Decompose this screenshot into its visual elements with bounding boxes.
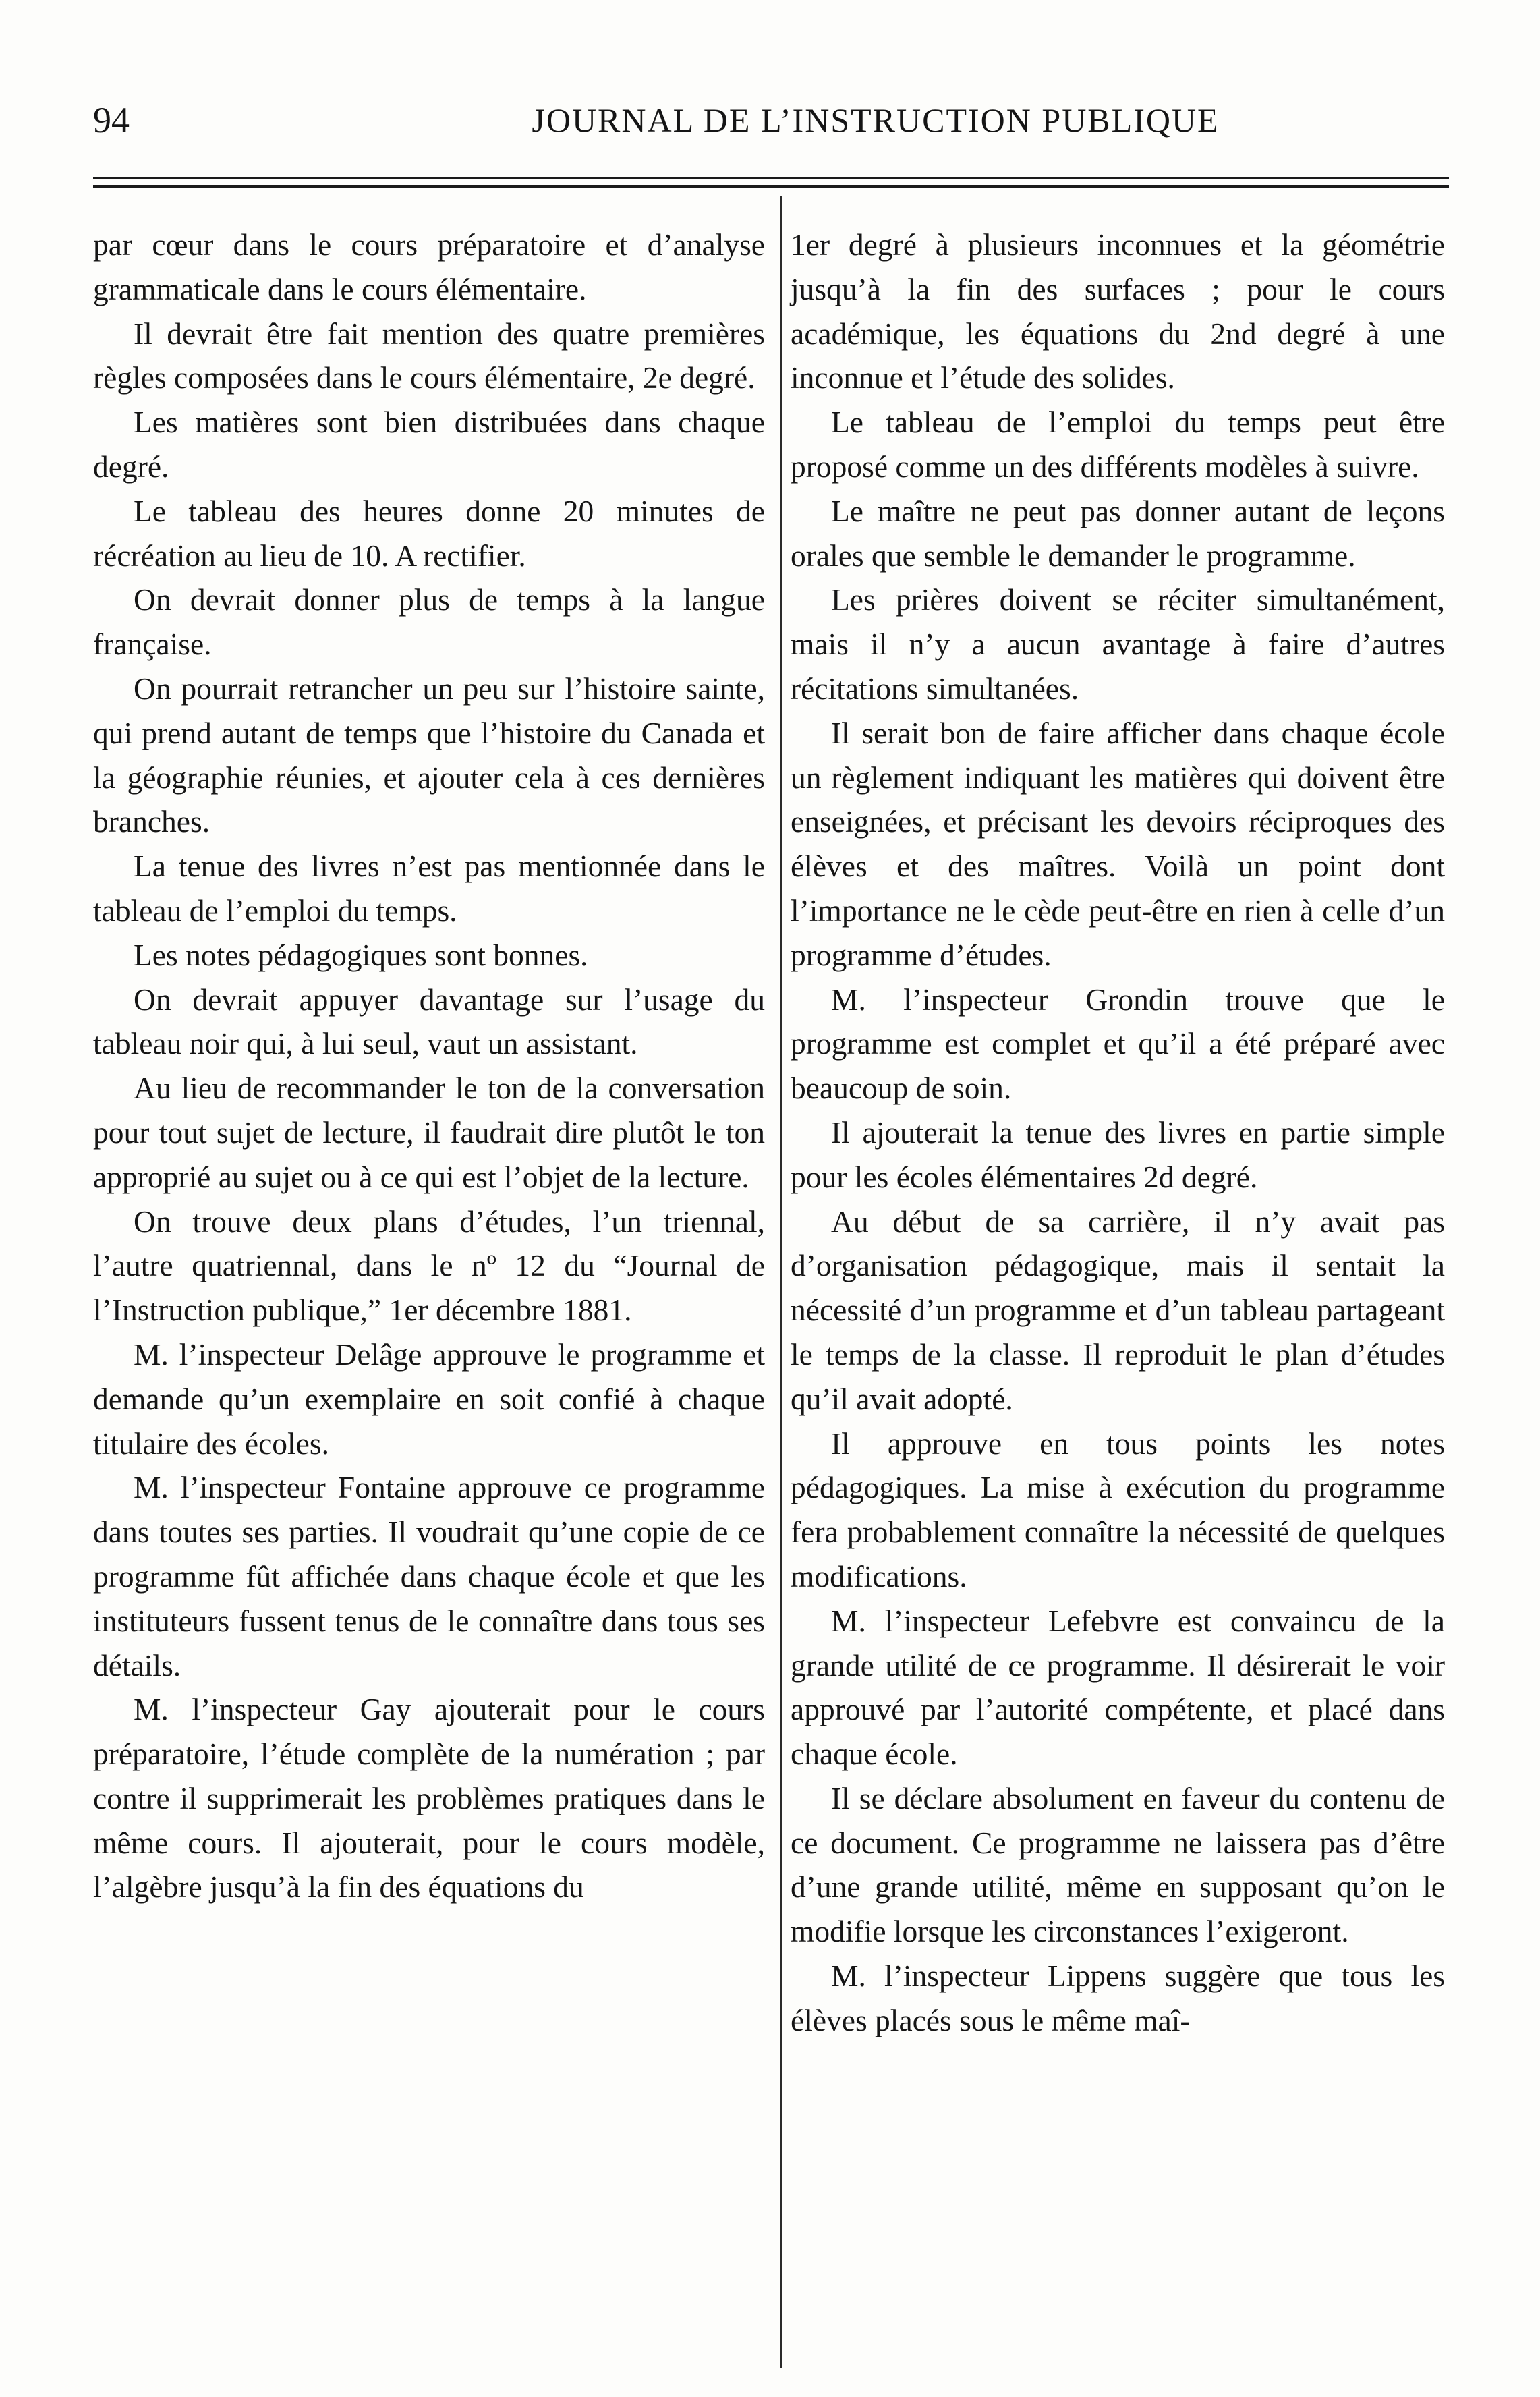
header-rule-thin (93, 177, 1449, 179)
paragraph: M. l’inspecteur Lefebvre est convaincu de la grande utilité de ce programme. Il désirerait le voir approuvé par l’autorité compétente, et placé dans chaque école. (791, 1603, 1445, 1772)
paragraph: M. l’inspecteur Gay ajouterait pour le cours préparatoire, l’étude complète de la numération ; par contre il supprimerait les problèmes pratiques dans le même cours. Il ajouterait, pour le cours modèle, l’algèbre jusqu’à la fin des équations du (93, 1692, 765, 1905)
left-column (93, 223, 765, 1909)
journal-title: JOURNAL DE L’INSTRUCTION PUBLIQUE (532, 101, 1220, 139)
page-number: 94 (93, 100, 130, 140)
paragraph: Il ajouterait la tenue des livres en partie simple pour les écoles élémentaires 2d degré. (791, 1115, 1445, 1194)
paragraph: M. l’inspecteur Fontaine approuve ce programme dans toutes ses parties. Il voudrait qu’une copie de ce programme fût affichée dans chaque école et que les instituteurs fussent tenus de le connaître dans tous ses détails. (93, 1470, 765, 1683)
paragraph: Il approuve en tous points les notes pédagogiques. La mise à exécution du programme fera probablement connaître la nécessité de quelques modifications. (791, 1426, 1445, 1594)
paragraph: Le tableau des heures donne 20 minutes de récréation au lieu de 10. A rectifier. (93, 493, 765, 573)
paragraph: On trouve deux plans d’études, l’un triennal, l’autre quatriennal, dans le nº 12 du “Journal de l’Instruction publique,” 1er décembre 1881. (93, 1204, 765, 1328)
paragraph: Les notes pédagogiques sont bonnes. (134, 937, 588, 972)
paragraph: Au lieu de recommander le ton de la conversation pour tout sujet de lecture, il faudrait dire plutôt le ton approprié au sujet ou à ce qui est l’objet de la lecture. (93, 1071, 765, 1194)
paragraph: Le tableau de l’emploi du temps peut être proposé comme un des différents modèles à suivre. (791, 405, 1445, 484)
paragraph: par cœur dans le cours préparatoire et d’analyse grammaticale dans le cours élémentaire. (93, 227, 765, 306)
running-head (93, 100, 1449, 147)
paragraph: La tenue des livres n’est pas mentionnée dans le tableau de l’emploi du temps. (93, 849, 765, 928)
paragraph: Le maître ne peut pas donner autant de leçons orales que semble le demander le programme. (791, 493, 1445, 573)
header-rule-thick (93, 185, 1449, 188)
paragraph: Au début de sa carrière, il n’y avait pas d’organisation pédagogique, mais il sentait la nécessité d’un programme et d’un tableau partageant le temps de la classe. Il reproduit le plan d’études qu’il avait adopté. (791, 1204, 1445, 1416)
paragraph: Il serait bon de faire afficher dans chaque école un règlement indiquant les matières qui doivent être enseignées, et précisant les devoirs réciproques des élèves et des maîtres. Voilà un point dont l’importance ne le cède peut-être en rien à celle d’un programme d’études. (791, 715, 1445, 972)
paragraph: 1er degré à plusieurs inconnues et la géométrie jusqu’à la fin des surfaces ; pour le cours académique, les équations du 2nd degré à une inconnue et l’étude des solides. (791, 227, 1445, 395)
paragraph: On devrait donner plus de temps à la langue française. (93, 582, 765, 662)
paragraph: On pourrait retrancher un peu sur l’histoire sainte, qui prend autant de temps que l’histoire du Canada et la géographie réunies, et ajouter cela à ces dernières branches. (93, 671, 765, 839)
paragraph: M. l’inspecteur Grondin trouve que le programme est complet et qu’il a été préparé avec beaucoup de soin. (791, 982, 1445, 1106)
paragraph: M. l’inspecteur Lippens suggère que tous les élèves placés sous le même maî- (791, 1958, 1445, 2037)
paragraph: Il devrait être fait mention des quatre premières règles composées dans le cours élémentaire, 2e degré. (93, 316, 765, 395)
column-divider (780, 196, 782, 2368)
paragraph: M. l’inspecteur Delâge approuve le programme et demande qu’un exemplaire en soit confié à chaque titulaire des écoles. (93, 1336, 765, 1461)
paragraph: Il se déclare absolument en faveur du contenu de ce document. Ce programme ne laissera pas d’être d’une grande utilité, même en supposant qu’on le modifie lorsque les circonstances l’exigeront. (791, 1780, 1445, 1949)
right-column (791, 223, 1445, 2043)
paragraph: Les prières doivent se réciter simultanément, mais il n’y a aucun avantage à faire d’autres récitations simultanées. (791, 582, 1445, 706)
paragraph: On devrait appuyer davantage sur l’usage du tableau noir qui, à lui seul, vaut un assistant. (93, 982, 765, 1061)
paragraph: Les matières sont bien distribuées dans chaque degré. (93, 405, 765, 484)
